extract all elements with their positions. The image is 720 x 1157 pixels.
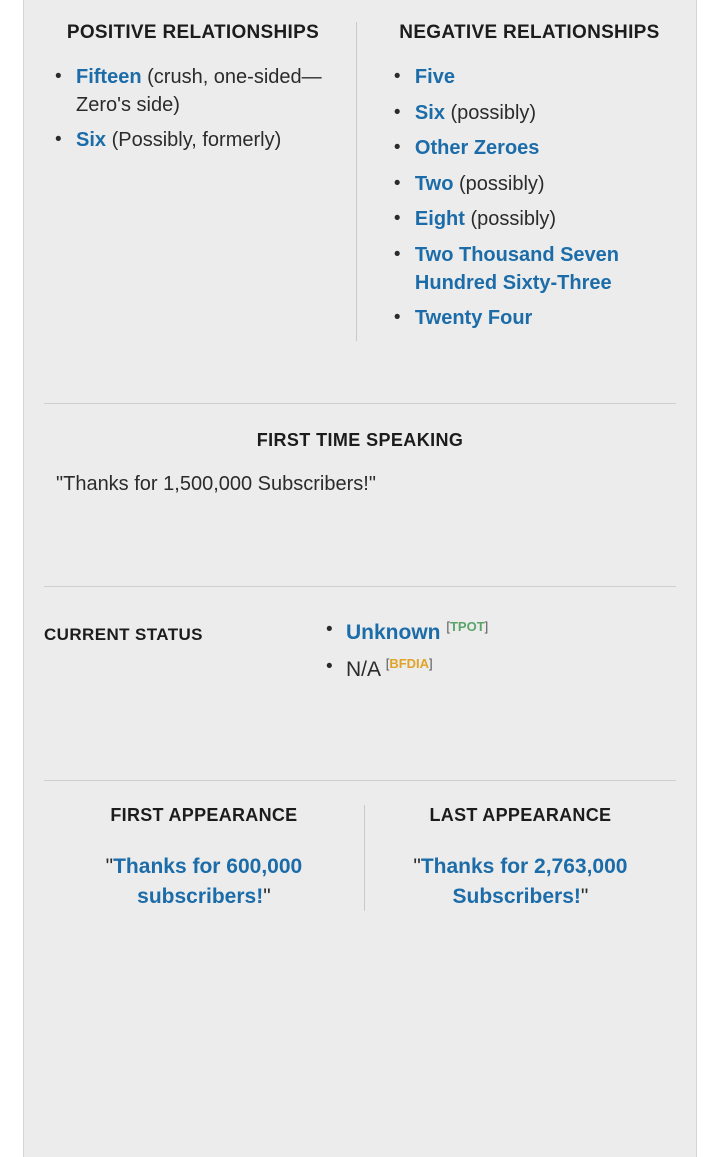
last-appearance-link[interactable]: Thanks for 2,763,000 Subscribers! xyxy=(420,854,628,908)
positive-relationships-column xyxy=(44,22,356,341)
list-item xyxy=(346,617,676,649)
negative-relationships-list xyxy=(383,64,676,333)
relationship-note: (possibly) xyxy=(459,172,545,195)
appearances-columns xyxy=(44,781,676,912)
list-item xyxy=(415,305,676,333)
close-quote: " xyxy=(580,884,589,908)
negative-relationships-column xyxy=(356,22,676,341)
open-quote: " xyxy=(413,854,421,878)
relationship-note: (possibly) xyxy=(470,208,557,231)
reference-tag: BFDIA xyxy=(389,656,430,672)
first-appearance-value xyxy=(56,852,352,912)
last-appearance-value xyxy=(377,852,664,912)
first-appearance-link[interactable]: Thanks for 600,000 subscribers! xyxy=(113,854,303,908)
relationship-link[interactable]: Twenty Four xyxy=(414,307,533,330)
relationships-section xyxy=(24,0,696,341)
spacer xyxy=(24,341,696,403)
list-item xyxy=(76,127,342,155)
current-status-section xyxy=(24,587,696,692)
relationship-note: (crush, one-sided—Zero's side) xyxy=(76,66,322,116)
relationship-link[interactable]: Two xyxy=(414,172,454,195)
positive-relationships-heading: POSITIVE RELATIONSHIPS xyxy=(66,22,320,43)
spacer xyxy=(24,496,696,586)
first-time-speaking-quote: "Thanks for 1,500,000 Subscribers!" xyxy=(56,472,376,495)
positive-relationships-list xyxy=(44,64,342,155)
relationship-link[interactable]: Two Thousand Seven Hundred Sixty-Three xyxy=(414,243,620,294)
relationship-note: (possibly) xyxy=(450,101,537,124)
close-quote: " xyxy=(263,884,271,908)
status-value-link[interactable]: Unknown xyxy=(346,620,441,644)
status-value: N/A xyxy=(346,658,380,682)
list-item xyxy=(346,654,676,686)
reference-tag: TPOT xyxy=(449,618,485,634)
list-item xyxy=(415,206,676,234)
relationship-link[interactable]: Five xyxy=(414,66,455,88)
appearances-section xyxy=(24,781,696,912)
status-reference: [TPOT] xyxy=(446,618,489,634)
relationships-columns xyxy=(44,0,676,341)
relationship-link[interactable]: Six xyxy=(414,101,445,124)
first-time-speaking-heading: FIRST TIME SPEAKING xyxy=(256,429,464,450)
list-item xyxy=(415,171,676,199)
relationship-link[interactable]: Eight xyxy=(414,208,465,231)
list-item xyxy=(415,100,676,128)
character-infobox xyxy=(23,0,697,1157)
list-item xyxy=(415,135,676,163)
last-appearance-heading: LAST APPEARANCE xyxy=(429,804,612,825)
status-reference: [BFDIA] xyxy=(385,656,433,672)
relationship-link[interactable]: Fifteen xyxy=(76,66,142,88)
relationship-link[interactable]: Six xyxy=(76,129,107,152)
first-appearance-column xyxy=(44,805,364,912)
current-status-heading: CURRENT STATUS xyxy=(44,624,203,644)
list-item xyxy=(76,64,342,119)
list-item xyxy=(415,64,676,92)
relationship-note: (Possibly, formerly) xyxy=(111,129,282,152)
list-item xyxy=(415,242,676,297)
relationship-link[interactable]: Other Zeroes xyxy=(414,137,540,160)
current-status-list xyxy=(316,617,676,692)
open-quote: " xyxy=(105,854,114,878)
first-appearance-heading: FIRST APPEARANCE xyxy=(110,804,298,825)
first-time-speaking-section xyxy=(24,404,696,496)
spacer xyxy=(24,692,696,780)
negative-relationships-heading: NEGATIVE RELATIONSHIPS xyxy=(399,22,660,43)
last-appearance-column xyxy=(364,805,676,912)
